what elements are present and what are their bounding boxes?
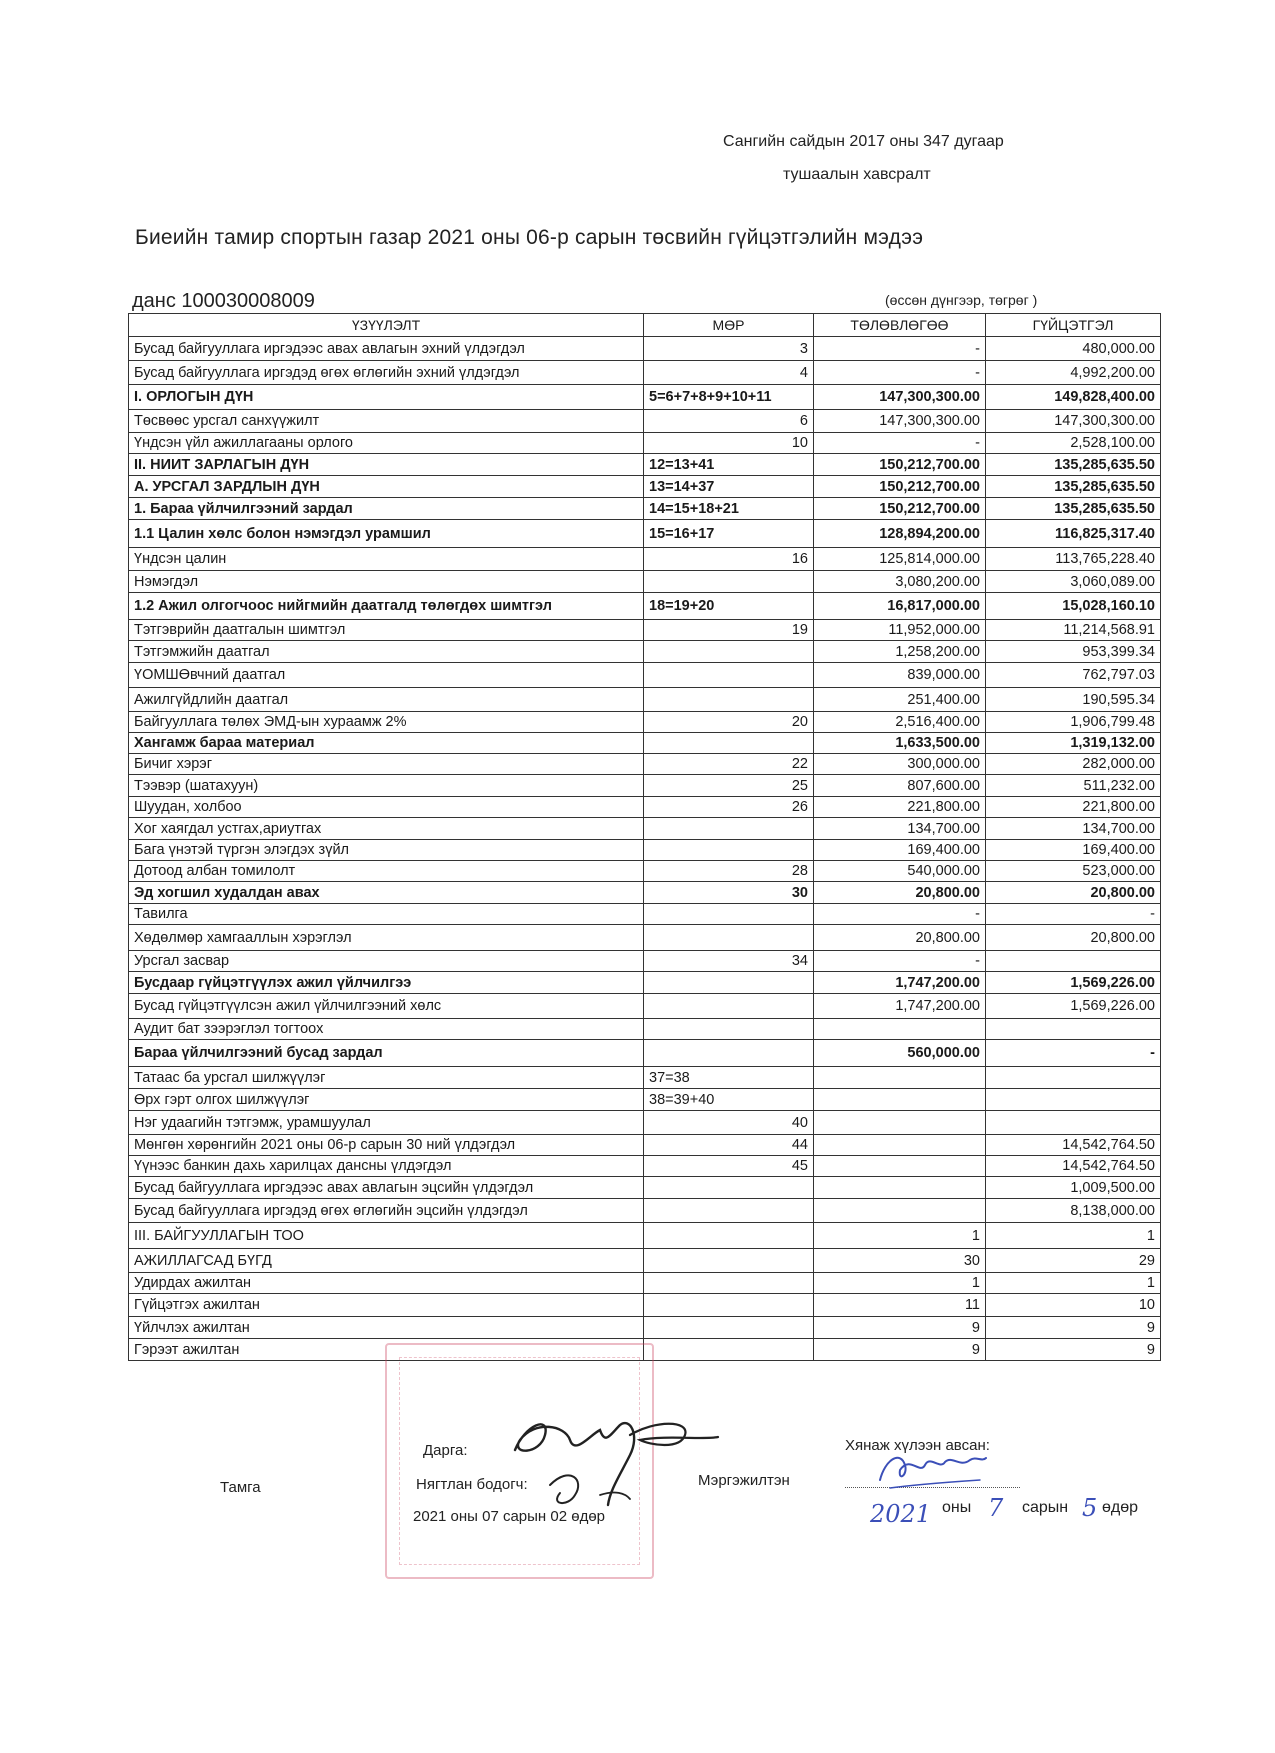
row-actual-value: 20,800.00 — [986, 882, 1161, 904]
table-row — [129, 1067, 1161, 1089]
right-date-oni: оны — [942, 1499, 972, 1516]
row-indicator: Тавилга — [129, 904, 644, 925]
table-row — [129, 754, 1161, 775]
table-row — [129, 361, 1161, 385]
row-actual-value — [986, 1067, 1161, 1089]
row-indicator: Тэтгэврийн даатгалын шимтгэл — [129, 620, 644, 641]
row-plan-value: 30 — [814, 1249, 986, 1273]
row-actual-value: 511,232.00 — [986, 775, 1161, 797]
row-indicator: Гүйцэтгэх ажилтан — [129, 1294, 644, 1317]
accountant-label: Нягтлан бодогч: — [416, 1476, 528, 1493]
table-row — [129, 972, 1161, 994]
row-indicator: Татаас ба урсгал шилжүүлэг — [129, 1067, 644, 1089]
row-number: 20 — [644, 712, 814, 733]
row-number — [644, 1177, 814, 1199]
account-number: данс 100030008009 — [132, 290, 315, 312]
table-row — [129, 818, 1161, 840]
row-number: 13=14+37 — [644, 476, 814, 498]
row-indicator: Бусад байгууллага иргэдээс авах авлагын эхний үлдэгдэл — [129, 337, 644, 361]
row-plan-value: - — [814, 361, 986, 385]
row-plan-value: 300,000.00 — [814, 754, 986, 775]
row-number — [644, 1273, 814, 1294]
row-number: 34 — [644, 951, 814, 972]
row-plan-value: 1,633,500.00 — [814, 733, 986, 754]
table-row — [129, 882, 1161, 904]
row-indicator: Тэтгэмжийн даатгал — [129, 641, 644, 663]
table-row — [129, 571, 1161, 593]
row-actual-value: 149,828,400.00 — [986, 385, 1161, 410]
row-indicator: Мөнгөн хөрөнгийн 2021 оны 06-р сарын 30 ний үлдэгдэл — [129, 1135, 644, 1156]
row-actual-value: 14,542,764.50 — [986, 1135, 1161, 1156]
row-number: 19 — [644, 620, 814, 641]
row-actual-value: 1 — [986, 1273, 1161, 1294]
row-plan-value: 16,817,000.00 — [814, 593, 986, 620]
row-plan-value: 1 — [814, 1223, 986, 1249]
row-number: 18=19+20 — [644, 593, 814, 620]
row-indicator: Шуудан, холбоо — [129, 797, 644, 818]
table-row — [129, 433, 1161, 454]
column-header-row-number: МӨР — [644, 314, 814, 337]
table-row — [129, 548, 1161, 571]
row-indicator: Бага үнэтэй түргэн элэгдэх зүйл — [129, 840, 644, 861]
table-body — [129, 337, 1161, 1361]
row-actual-value — [986, 951, 1161, 972]
row-number — [644, 688, 814, 712]
row-plan-value: 2,516,400.00 — [814, 712, 986, 733]
row-plan-value: 150,212,700.00 — [814, 498, 986, 520]
table-row — [129, 1199, 1161, 1223]
row-plan-value: 1 — [814, 1273, 986, 1294]
table-row — [129, 861, 1161, 882]
row-indicator: Бусад гүйцэтгүүлсэн ажил үйлчилгээний хөлс — [129, 994, 644, 1019]
director-label: Дарга: — [423, 1442, 468, 1459]
row-indicator: III. БАЙГУУЛЛАГЫН ТОО — [129, 1223, 644, 1249]
unit-note: (өссөн дүнгээр, төгрөг ) — [885, 292, 1038, 308]
row-indicator: Хог хаягдал устгах,ариутгах — [129, 818, 644, 840]
row-indicator: Үйлчлэх ажилтан — [129, 1317, 644, 1339]
row-number: 22 — [644, 754, 814, 775]
row-plan-value: 150,212,700.00 — [814, 454, 986, 476]
right-date-sar: сарын — [1022, 1499, 1069, 1516]
row-indicator: Аудит бат зээрэглэл тогтоох — [129, 1019, 644, 1040]
row-plan-value: 150,212,700.00 — [814, 476, 986, 498]
row-plan-value: 128,894,200.00 — [814, 520, 986, 548]
row-indicator: Өрх гэрт олгох шилжүүлэг — [129, 1089, 644, 1111]
row-indicator: Нэг удаагийн тэтгэмж, урамшуулал — [129, 1111, 644, 1135]
reviewer-signature — [870, 1440, 990, 1495]
row-plan-value: 20,800.00 — [814, 925, 986, 951]
row-indicator: Хангамж бараа материал — [129, 733, 644, 754]
table-row — [129, 840, 1161, 861]
decree-note-line1: Сангийн сайдын 2017 оны 347 дугаар — [723, 133, 1004, 150]
row-indicator: ҮОМШӨвчний даатгал — [129, 663, 644, 688]
row-indicator: 1. Бараа үйлчилгээний зардал — [129, 498, 644, 520]
row-actual-value: 2,528,100.00 — [986, 433, 1161, 454]
row-number: 28 — [644, 861, 814, 882]
row-actual-value: 11,214,568.91 — [986, 620, 1161, 641]
table-row — [129, 410, 1161, 433]
row-indicator: АЖИЛЛАГСАД БҮГД — [129, 1249, 644, 1273]
row-number: 16 — [644, 548, 814, 571]
row-number: 44 — [644, 1135, 814, 1156]
right-date-day: 5 — [1082, 1494, 1098, 1522]
right-date-odor: өдөр — [1102, 1499, 1139, 1516]
row-number — [644, 994, 814, 1019]
row-number — [644, 641, 814, 663]
row-number — [644, 1040, 814, 1067]
row-actual-value: 762,797.03 — [986, 663, 1161, 688]
table-row — [129, 951, 1161, 972]
row-plan-value: 1,747,200.00 — [814, 994, 986, 1019]
row-plan-value: - — [814, 904, 986, 925]
row-number: 10 — [644, 433, 814, 454]
row-actual-value — [986, 1019, 1161, 1040]
table-row — [129, 498, 1161, 520]
table-row — [129, 797, 1161, 818]
row-indicator: II. НИИТ ЗАРЛАГЫН ДҮН — [129, 454, 644, 476]
row-actual-value: 190,595.34 — [986, 688, 1161, 712]
table-row — [129, 994, 1161, 1019]
row-number: 40 — [644, 1111, 814, 1135]
table-row — [129, 904, 1161, 925]
row-plan-value: 560,000.00 — [814, 1040, 986, 1067]
row-actual-value: 9 — [986, 1317, 1161, 1339]
budget-report-table — [128, 313, 1161, 1361]
row-plan-value — [814, 1111, 986, 1135]
table-row — [129, 1177, 1161, 1199]
row-actual-value: 3,060,089.00 — [986, 571, 1161, 593]
row-actual-value: 20,800.00 — [986, 925, 1161, 951]
row-plan-value: 9 — [814, 1339, 986, 1361]
row-number: 5=6+7+8+9+10+11 — [644, 385, 814, 410]
row-indicator: Бусад байгууллага иргэдэд өгөх өглөгийн эхний үлдэгдэл — [129, 361, 644, 385]
row-number — [644, 1019, 814, 1040]
row-number: 3 — [644, 337, 814, 361]
table-row — [129, 925, 1161, 951]
row-number — [644, 1339, 814, 1361]
table-row — [129, 1135, 1161, 1156]
table-row — [129, 385, 1161, 410]
row-plan-value: - — [814, 951, 986, 972]
row-indicator: I. ОРЛОГЫН ДҮН — [129, 385, 644, 410]
row-plan-value — [814, 1067, 986, 1089]
row-actual-value: - — [986, 904, 1161, 925]
row-number — [644, 1249, 814, 1273]
row-indicator: Үндсэн цалин — [129, 548, 644, 571]
specialist-label: Мэргэжилтэн — [698, 1472, 790, 1489]
table-row — [129, 733, 1161, 754]
row-indicator: Хөдөлмөр хамгааллын хэрэглэл — [129, 925, 644, 951]
row-actual-value: 9 — [986, 1339, 1161, 1361]
row-actual-value: 1,569,226.00 — [986, 972, 1161, 994]
row-actual-value: 523,000.00 — [986, 861, 1161, 882]
row-plan-value: 11 — [814, 1294, 986, 1317]
row-indicator: Нэмэгдэл — [129, 571, 644, 593]
row-actual-value: 113,765,228.40 — [986, 548, 1161, 571]
row-plan-value: 3,080,200.00 — [814, 571, 986, 593]
row-actual-value: - — [986, 1040, 1161, 1067]
row-number: 37=38 — [644, 1067, 814, 1089]
row-number: 25 — [644, 775, 814, 797]
row-plan-value: 221,800.00 — [814, 797, 986, 818]
table-row — [129, 1089, 1161, 1111]
row-number: 4 — [644, 361, 814, 385]
row-plan-value: 169,400.00 — [814, 840, 986, 861]
table-row — [129, 663, 1161, 688]
row-actual-value: 1,569,226.00 — [986, 994, 1161, 1019]
row-actual-value: 1 — [986, 1223, 1161, 1249]
row-plan-value — [814, 1199, 986, 1223]
decree-note-line2: тушаалын хавсралт — [783, 166, 931, 183]
table-row — [129, 454, 1161, 476]
row-number — [644, 571, 814, 593]
table-row — [129, 688, 1161, 712]
stamp-label: Тамга — [220, 1479, 261, 1496]
row-actual-value: 147,300,300.00 — [986, 410, 1161, 433]
row-plan-value: 807,600.00 — [814, 775, 986, 797]
row-plan-value: - — [814, 433, 986, 454]
left-date: 2021 оны 07 сарын 02 өдөр — [413, 1508, 606, 1525]
row-plan-value — [814, 1089, 986, 1111]
row-plan-value: 147,300,300.00 — [814, 410, 986, 433]
row-actual-value: 953,399.34 — [986, 641, 1161, 663]
column-header-plan: ТӨЛӨВЛӨГӨӨ — [814, 314, 986, 337]
row-plan-value: 839,000.00 — [814, 663, 986, 688]
row-plan-value: 9 — [814, 1317, 986, 1339]
table-row — [129, 712, 1161, 733]
row-number: 15=16+17 — [644, 520, 814, 548]
row-number — [644, 1317, 814, 1339]
table-row — [129, 1317, 1161, 1339]
row-actual-value: 15,028,160.10 — [986, 593, 1161, 620]
table-row — [129, 593, 1161, 620]
row-indicator: Байгууллага төлөх ЭМД-ын хураамж 2% — [129, 712, 644, 733]
row-indicator: Гэрээт ажилтан — [129, 1339, 644, 1361]
row-number: 30 — [644, 882, 814, 904]
row-number: 45 — [644, 1156, 814, 1177]
table-row — [129, 337, 1161, 361]
row-plan-value: 134,700.00 — [814, 818, 986, 840]
row-actual-value: 221,800.00 — [986, 797, 1161, 818]
table-header-row — [129, 314, 1161, 337]
row-actual-value: 29 — [986, 1249, 1161, 1273]
table-row — [129, 641, 1161, 663]
row-number: 12=13+41 — [644, 454, 814, 476]
row-actual-value: 134,700.00 — [986, 818, 1161, 840]
row-plan-value: 540,000.00 — [814, 861, 986, 882]
table-row — [129, 1111, 1161, 1135]
row-indicator: Тээвэр (шатахуун) — [129, 775, 644, 797]
row-number: 26 — [644, 797, 814, 818]
row-number — [644, 663, 814, 688]
reviewed-label: Хянаж хүлээн авсан: — [845, 1437, 990, 1454]
column-header-actual: ГҮЙЦЭТГЭЛ — [986, 314, 1161, 337]
table-row — [129, 775, 1161, 797]
row-plan-value: 1,747,200.00 — [814, 972, 986, 994]
row-indicator: Удирдах ажилтан — [129, 1273, 644, 1294]
table-row — [129, 620, 1161, 641]
row-plan-value: 20,800.00 — [814, 882, 986, 904]
row-actual-value: 282,000.00 — [986, 754, 1161, 775]
row-actual-value: 1,906,799.48 — [986, 712, 1161, 733]
row-number — [644, 840, 814, 861]
row-plan-value — [814, 1135, 986, 1156]
page-title: Биеийн тамир спортын газар 2021 оны 06-р сарын төсвийн гүйцэтгэлийн мэдээ — [135, 226, 924, 249]
row-indicator: Бусад байгууллага иргэдэд өгөх өглөгийн эцсийн үлдэгдэл — [129, 1199, 644, 1223]
row-actual-value: 1,319,132.00 — [986, 733, 1161, 754]
row-plan-value: - — [814, 337, 986, 361]
row-plan-value: 1,258,200.00 — [814, 641, 986, 663]
row-indicator: Үндсэн үйл ажиллагааны орлого — [129, 433, 644, 454]
row-indicator: Бусдаар гүйцэтгүүлэх ажил үйлчилгээ — [129, 972, 644, 994]
row-number — [644, 1294, 814, 1317]
row-actual-value: 8,138,000.00 — [986, 1199, 1161, 1223]
row-plan-value: 147,300,300.00 — [814, 385, 986, 410]
row-number — [644, 925, 814, 951]
row-actual-value: 116,825,317.40 — [986, 520, 1161, 548]
table-row — [129, 476, 1161, 498]
row-plan-value: 251,400.00 — [814, 688, 986, 712]
row-actual-value: 1,009,500.00 — [986, 1177, 1161, 1199]
row-indicator: 1.2 Ажил олгогчоос нийгмийн даатгалд төлөгдөх шимтгэл — [129, 593, 644, 620]
table-row — [129, 520, 1161, 548]
row-indicator: Урсгал засвар — [129, 951, 644, 972]
row-actual-value: 14,542,764.50 — [986, 1156, 1161, 1177]
row-number — [644, 1199, 814, 1223]
row-actual-value: 135,285,635.50 — [986, 476, 1161, 498]
table-row — [129, 1019, 1161, 1040]
row-actual-value — [986, 1111, 1161, 1135]
row-indicator: А. УРСГАЛ ЗАРДЛЫН ДҮН — [129, 476, 644, 498]
column-header-indicator: ҮЗҮҮЛЭЛТ — [129, 314, 644, 337]
row-indicator: Ажилгүйдлийн даатгал — [129, 688, 644, 712]
row-plan-value — [814, 1156, 986, 1177]
row-actual-value: 480,000.00 — [986, 337, 1161, 361]
row-indicator: Бараа үйлчилгээний бусад зардал — [129, 1040, 644, 1067]
row-indicator: 1.1 Цалин хөлс болон нэмэгдэл урамшил — [129, 520, 644, 548]
table-row — [129, 1040, 1161, 1067]
row-actual-value: 135,285,635.50 — [986, 498, 1161, 520]
row-actual-value: 169,400.00 — [986, 840, 1161, 861]
row-plan-value: 11,952,000.00 — [814, 620, 986, 641]
table-row — [129, 1273, 1161, 1294]
right-date-year: 2021 — [870, 1500, 932, 1528]
row-indicator: Бусад байгууллага иргэдээс авах авлагын эцсийн үлдэгдэл — [129, 1177, 644, 1199]
table-row — [129, 1223, 1161, 1249]
row-number — [644, 972, 814, 994]
row-actual-value: 135,285,635.50 — [986, 454, 1161, 476]
row-indicator: Бичиг хэрэг — [129, 754, 644, 775]
row-indicator: Дотоод албан томилолт — [129, 861, 644, 882]
row-number — [644, 904, 814, 925]
row-number — [644, 818, 814, 840]
row-number: 14=15+18+21 — [644, 498, 814, 520]
row-indicator: Эд хогшил худалдан авах — [129, 882, 644, 904]
row-actual-value — [986, 1089, 1161, 1111]
right-date-month: 7 — [988, 1494, 1004, 1522]
row-number — [644, 733, 814, 754]
row-number: 6 — [644, 410, 814, 433]
row-indicator: Үүнээс банкин дахь харилцах дансны үлдэгдэл — [129, 1156, 644, 1177]
director-signature — [490, 1395, 720, 1525]
row-plan-value: 125,814,000.00 — [814, 548, 986, 571]
row-actual-value: 10 — [986, 1294, 1161, 1317]
table-row — [129, 1249, 1161, 1273]
row-plan-value — [814, 1177, 986, 1199]
row-indicator: Төсвөөс урсгал санхүүжилт — [129, 410, 644, 433]
row-plan-value — [814, 1019, 986, 1040]
row-number — [644, 1223, 814, 1249]
table-row — [129, 1156, 1161, 1177]
table-row — [129, 1294, 1161, 1317]
row-actual-value: 4,992,200.00 — [986, 361, 1161, 385]
row-number: 38=39+40 — [644, 1089, 814, 1111]
